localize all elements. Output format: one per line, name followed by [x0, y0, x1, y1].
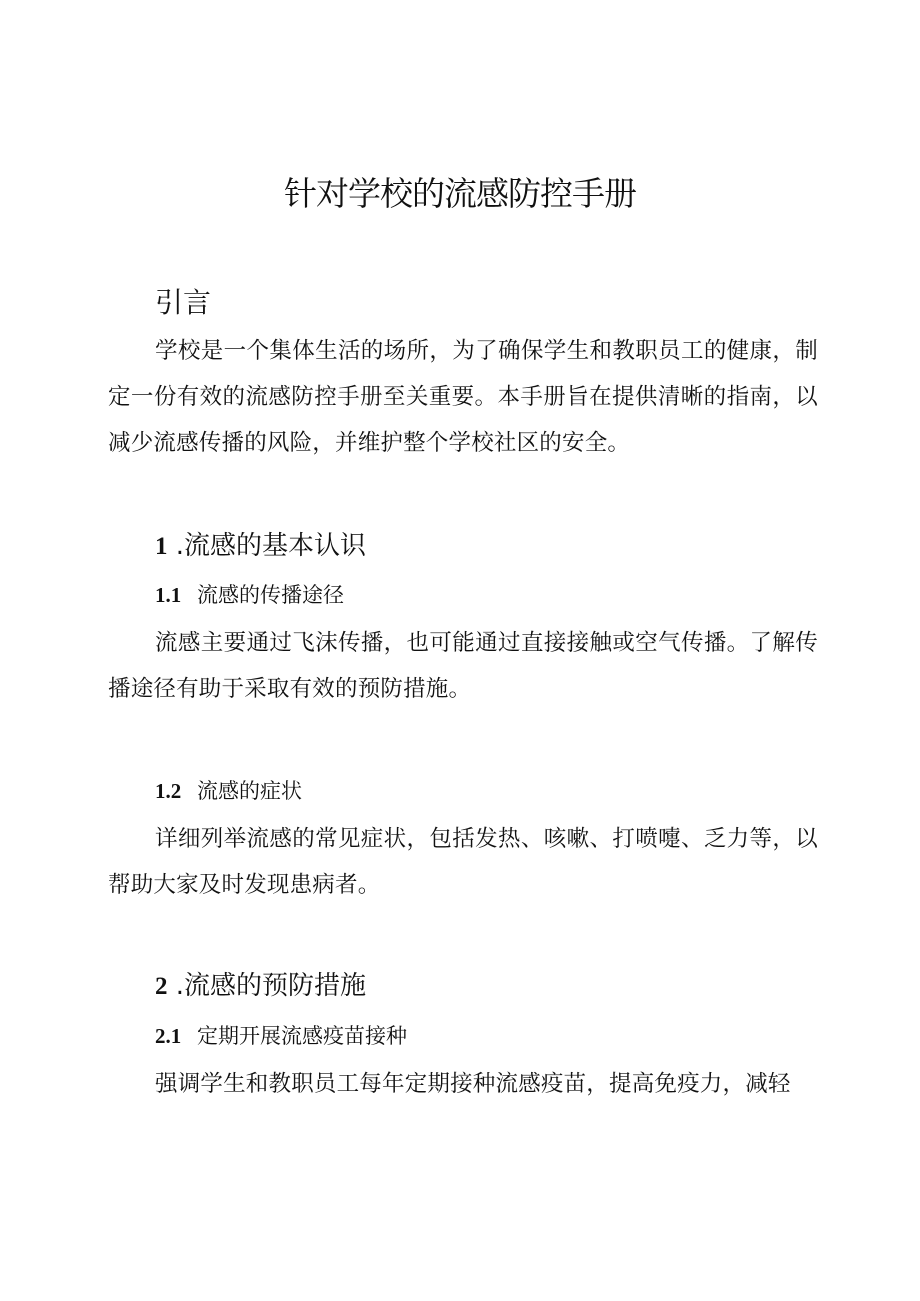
intro-heading: 引言	[155, 286, 212, 319]
section-1-title: .流感的基本认识	[175, 531, 367, 561]
section-2-heading	[155, 966, 366, 1007]
section-1-heading	[155, 526, 366, 567]
section-1-number: 1	[155, 533, 168, 560]
subsection-1-2-number: 1.2	[155, 779, 182, 803]
subsection-1-1-number: 1.1	[155, 583, 182, 607]
subsection-1-1-title: 流感的传播途径	[197, 583, 344, 607]
subsection-1-1-heading	[155, 578, 344, 612]
subsection-2-1-paragraph: 强调学生和教职员工每年定期接种流感疫苗，提高免疫力，减轻	[155, 1071, 791, 1097]
document-title: 针对学校的流感防控手册	[284, 174, 636, 213]
subsection-1-2-title: 流感的症状	[197, 779, 302, 803]
section-2-number: 2	[155, 973, 168, 1000]
subsection-2-1-number: 2.1	[155, 1024, 182, 1048]
subsection-1-2-paragraph: 详细列举流感的常见症状，包括发热、咳嗽、打喷嚏、乏力等，以帮助大家及时发现患病者。	[108, 826, 818, 898]
intro-paragraph: 学校是一个集体生活的场所，为了确保学生和教职员工的健康，制定一份有效的流感防控手册至关重要。本手册旨在提供清晰的指南，以减少流感传播的风险，并维护整个学校社区的安全。	[108, 338, 818, 456]
subsection-1-1-paragraph: 流感主要通过飞沫传播，也可能通过直接接触或空气传播。了解传播途径有助于采取有效的预防措施。	[108, 630, 818, 702]
subsection-1-2-heading	[155, 774, 302, 808]
subsection-2-1-title: 定期开展流感疫苗接种	[197, 1024, 407, 1048]
subsection-2-1-heading	[155, 1019, 407, 1053]
section-2-title: .流感的预防措施	[175, 971, 367, 1001]
